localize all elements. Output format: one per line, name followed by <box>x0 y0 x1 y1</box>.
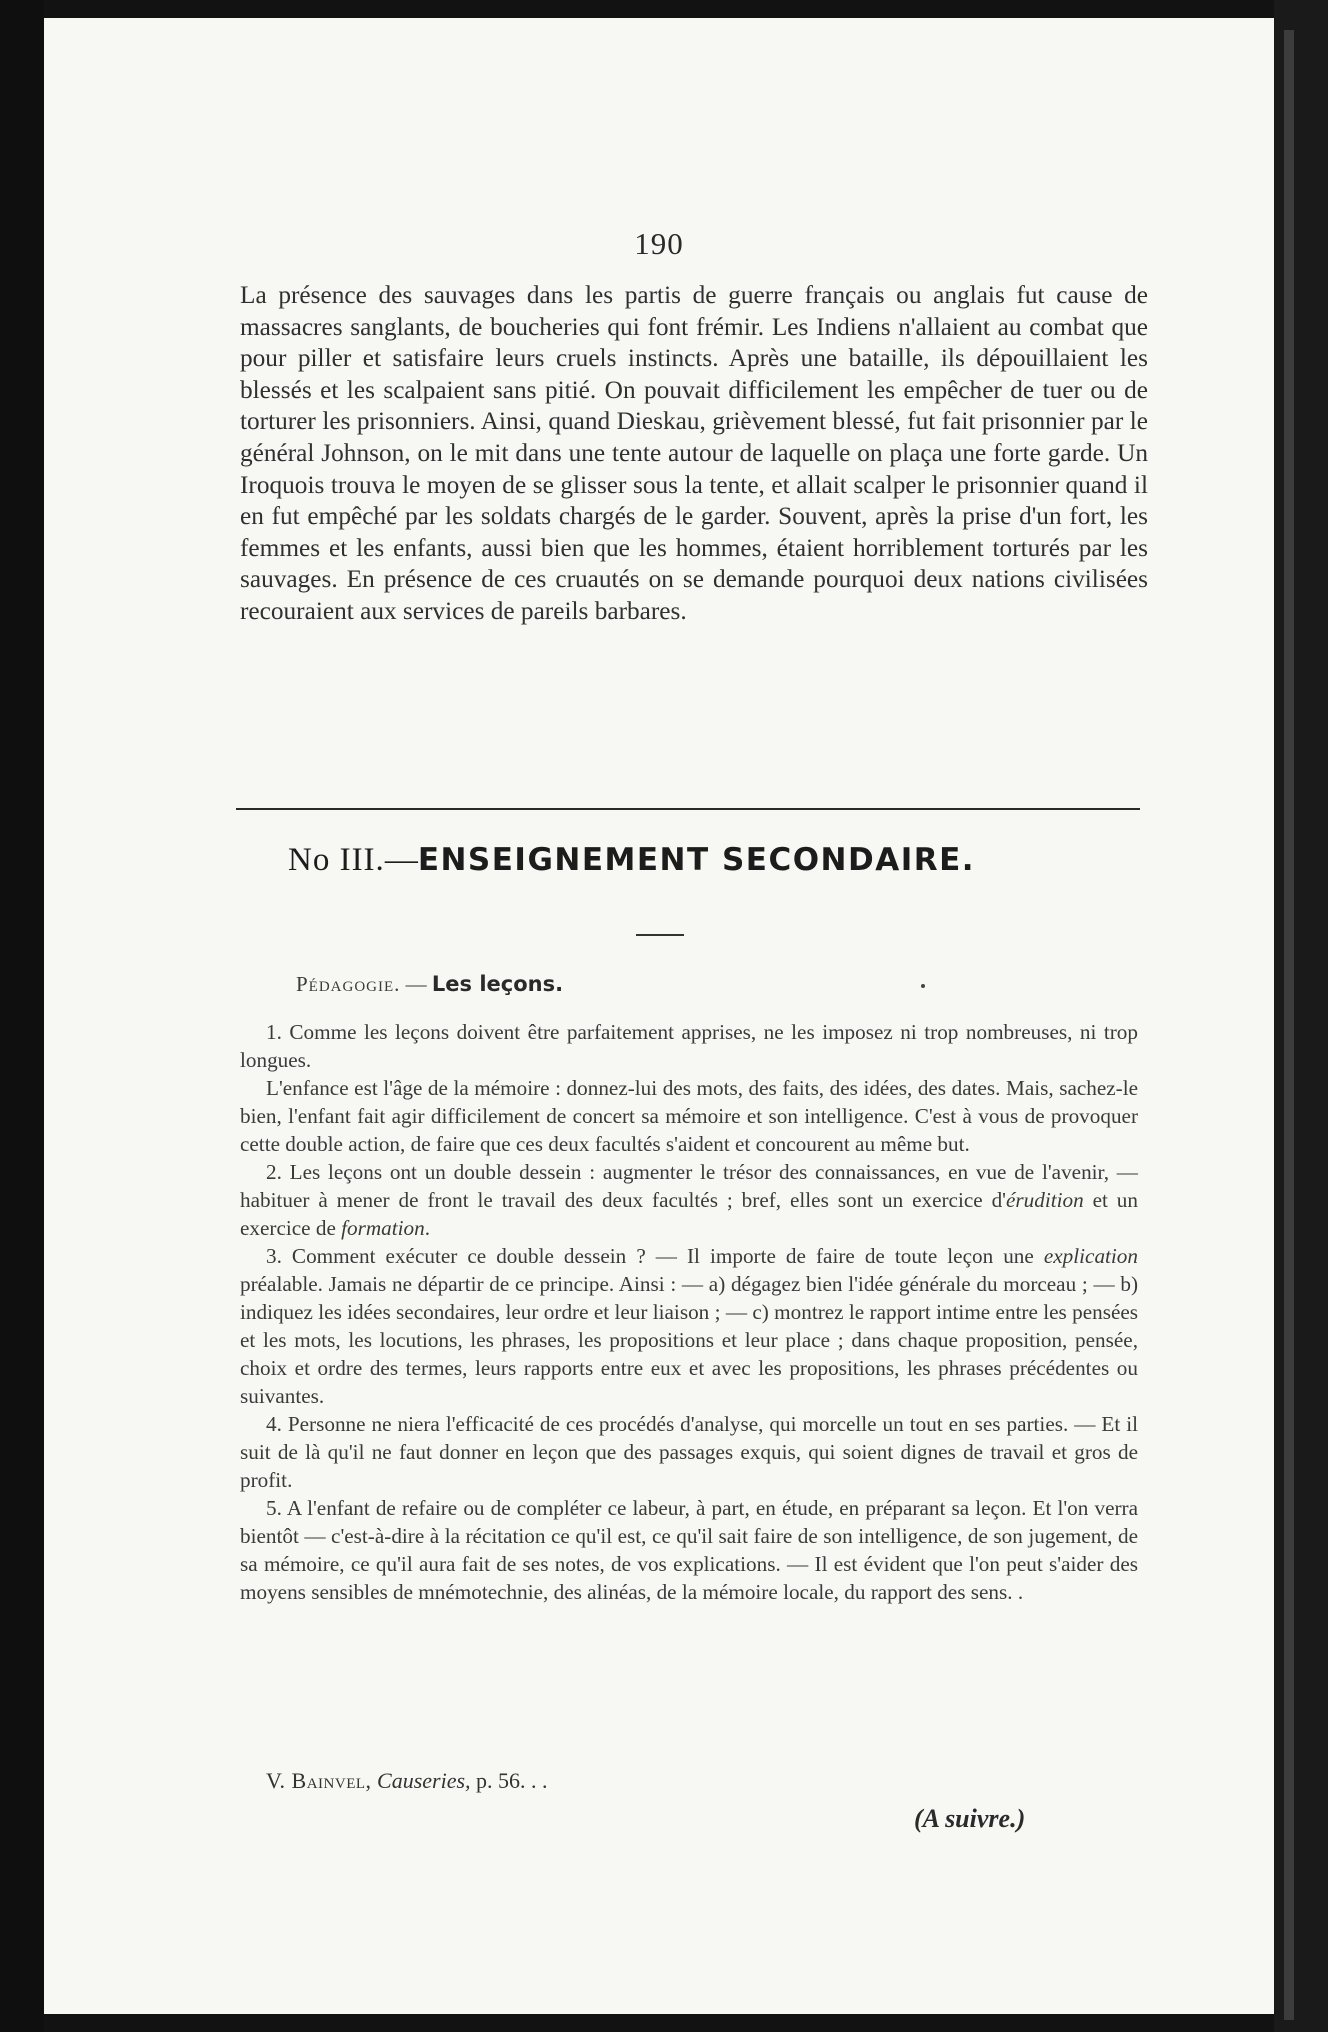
lesson-paragraph-4-emphasis: explication <box>1043 1244 1138 1268</box>
section-separator: — <box>384 842 418 878</box>
lesson-paragraph-4 <box>240 1242 1138 1410</box>
lesson-paragraph-3-text-c: . <box>424 1216 431 1240</box>
to-be-continued-note: (A suivre.) <box>914 1804 1026 1833</box>
section-number: No III. <box>288 842 385 878</box>
lesson-paragraph-3-text-a: 2. Les leçons ont un double dessein : augmenter le trésor des connaissances, en vue de l'avenir, — habituer à mener de front le travail des deux facultés ; bref, elles sont un exercice d' <box>240 1160 1138 1212</box>
lesson-heading <box>296 972 563 997</box>
short-divider-rule <box>636 934 684 936</box>
section-divider-rule <box>236 808 1140 810</box>
lesson-paragraph-3 <box>240 1158 1138 1242</box>
lesson-paragraph-3-emphasis-b: formation <box>341 1216 425 1240</box>
source-citation <box>266 1768 548 1794</box>
book-page <box>44 18 1274 2014</box>
scan-left-border <box>0 0 44 2032</box>
section-heading <box>288 842 975 879</box>
lesson-paragraph-3-emphasis-a: érudition <box>1005 1188 1084 1212</box>
lesson-category: Pédagogie. <box>296 972 401 996</box>
lesson-paragraph-1: 1. Comme les leçons doivent être parfaitement apprises, ne les imposez ni trop nombreuses, ni trop longues. <box>240 1020 1138 1072</box>
lesson-paragraph-4-text-b: préalable. Jamais ne départir de ce principe. Ainsi : — a) dégagez bien l'idée générale du morceau ; — b) indiquez les idées secondaires, leur ordre et leur liaison ; — c) montrez le rapport intime entre les pensées et les mots, les locutions, les phrases, les propositions et leur place ; dans chaque proposition, pensée, choix et ordre des termes, leurs rapports entre eux et avec les propositions, les phrases précédentes ou suivantes. <box>240 1272 1138 1408</box>
section-title: ENSEIGNEMENT SECONDAIRE. <box>417 842 976 878</box>
lesson-paragraph-4-text-a: 3. Comment exécuter ce double dessein ? — Il importe de faire de toute leçon une <box>266 1244 1044 1268</box>
citation-page: p. 56. . . <box>470 1768 548 1793</box>
history-paragraph: La présence des sauvages dans les partis de guerre français ou anglais fut cause de massacres sanglants, de boucheries qui font frémir. Les Indiens n'allaient au combat que pour piller et satisfaire leurs cruels instincts. Après une bataille, ils dépouillaient les blessés et les scalpaient sans pitié. On pouvait difficilement les empêcher de tuer ou de torturer les prisonniers. Ainsi, quand Dieskau, grièvement blessé, fut fait prisonnier par le général Johnson, on le mit dans une tente autour de laquelle on plaça une forte garde. Un Iroquois trouva le moyen de se glisser sous la tente, et allait scalper le prisonnier quand il en fut empêché par les soldats chargés de le garder. Souvent, après la prise d'un fort, les femmes et les enfants, aussi bien que les hommes, étaient horriblement torturés par les sauvages. En présence de ces cruautés on se demande pourquoi deux nations civilisées recouraient aux services de pareils barbares. <box>240 281 1148 625</box>
citation-work: Causeries, <box>377 1768 471 1793</box>
scan-right-border <box>1274 0 1328 2032</box>
lesson-body <box>240 1018 1138 1606</box>
lesson-title: Les leçons. <box>431 972 564 996</box>
lesson-paragraph-6: 5. A l'enfant de refaire ou de compléter ce labeur, à part, en étude, en préparant sa leçon. Et l'on verra bientôt — c'est-à-dire à la récitation ce qu'il est, ce qu'il sait faire de son intelligence, de son jugement, de sa mémoire, ce qu'il aura fait de ses notes, de vos explications. — Il est évident que l'on peut s'aider des moyens sensibles de mnémotechnie, des alinéas, de la mémoire locale, du rapport des sens. . <box>240 1496 1138 1604</box>
citation-author: V. Bainvel, <box>266 1768 372 1793</box>
lesson-paragraph-3-text-b: et un exercice de <box>240 1188 1138 1240</box>
lesson-separator: — <box>400 972 432 996</box>
page-number: 190 <box>634 226 684 261</box>
lesson-paragraph-5: 4. Personne ne niera l'efficacité de ces procédés d'analyse, qui morcelle un tout en ses parties. — Et il suit de là qu'il ne faut donner en leçon que des passages exquis, qui soient dignes de travail et gros de profit. <box>240 1412 1138 1492</box>
print-speck <box>921 984 925 988</box>
lesson-paragraph-2: L'enfance est l'âge de la mémoire : donnez-lui des mots, des faits, des idées, des dates. Mais, sachez-le bien, l'enfant fait agir difficilement de concert sa mémoire et son intelligence. C'est à vous de provoquer cette double action, de faire que ces deux facultés s'aident et concourent au même but. <box>240 1076 1138 1156</box>
